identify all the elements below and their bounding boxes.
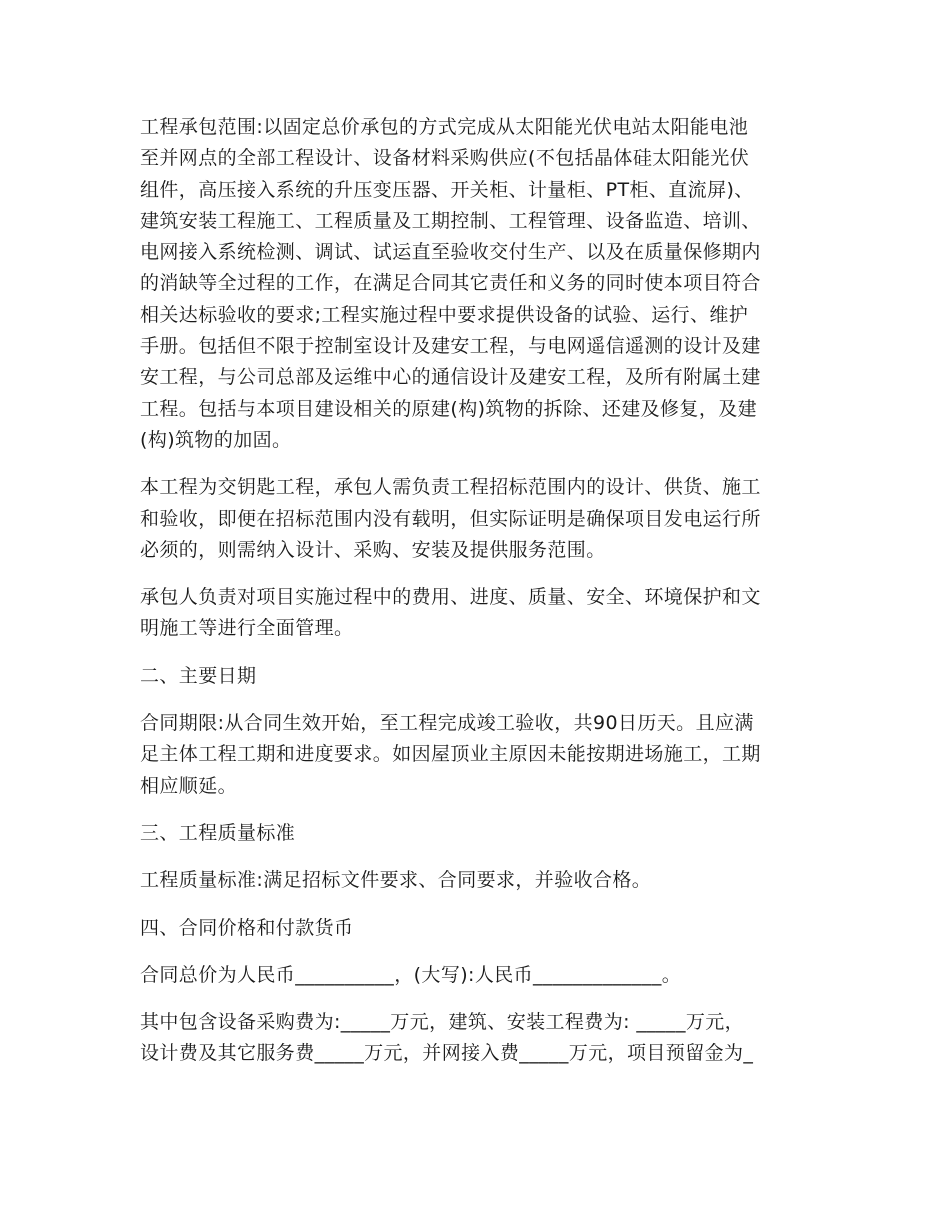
text-line: 电网接入系统检测、调试、试运直至验收交付生产、以及在质量保修期内 (140, 241, 761, 264)
paragraph-period (140, 708, 812, 802)
paragraph-turnkey (140, 472, 812, 566)
text-line: 足主体工程工期和进度要求。如因屋顶业主原因未能按期进场施工，工期 (140, 743, 761, 766)
text-line: 组件，高压接入系统的升压变压器、开关柜、计量柜、PT柜、直流屏)、 (140, 178, 754, 201)
heading-text: 二、主要日期 (140, 664, 257, 687)
text-line: 本工程为交钥匙工程，承包人需负责工程招标范围内的设计、供货、施工 (140, 476, 761, 499)
document-page (140, 112, 812, 1086)
section-heading-dates (140, 661, 812, 692)
text-line: 承包人负责对项目实施过程中的费用、进度、质量、安全、环境保护和文 (140, 586, 761, 609)
text-line: 工程承包范围:以固定总价承包的方式完成从太阳能光伏电站太阳能电池 (140, 116, 749, 138)
text-line: 工程质量标准:满足招标文件要求、合同要求，并验收合格。 (140, 869, 652, 892)
heading-text: 四、合同价格和付款货币 (140, 916, 354, 939)
paragraph-breakdown (140, 1007, 812, 1070)
text-line: 工程。包括与本项目建设相关的原建(构)筑物的拆除、还建及修复，及建 (140, 397, 758, 420)
text-line: 安工程，与公司总部及运维中心的通信设计及建安工程，及所有附属土建 (140, 366, 761, 389)
text-line: 和验收，即便在招标范围内没有载明，但实际证明是确保项目发电运行所 (140, 507, 761, 530)
paragraph-quality (140, 865, 812, 896)
paragraph-scope (140, 112, 812, 456)
text-line: 明施工等进行全面管理。 (140, 617, 354, 640)
text-line: (构)筑物的加固。 (140, 428, 292, 451)
section-heading-price (140, 913, 812, 944)
text-line: 相关达标验收的要求;工程实施过程中要求提供设备的试验、运行、维护 (140, 303, 749, 326)
text-line: 必须的，则需纳入设计、采购、安装及提供服务范围。 (140, 538, 606, 561)
section-heading-quality (140, 818, 812, 849)
text-line: 相应顺延。 (140, 774, 238, 797)
paragraph-management (140, 582, 812, 645)
paragraph-price (140, 960, 812, 991)
text-line: 其中包含设备采购费为:_____万元，建筑、安装工程费为: _____万元， (140, 1011, 745, 1034)
text-line: 设计费及其它服务费_____万元，并网接入费_____万元，项目预留金为_ (140, 1042, 754, 1065)
text-line: 合同总价为人民币__________，(大写):人民币_____________。 (140, 963, 682, 986)
text-line: 手册。包括但不限于控制室设计及建安工程，与电网遥信遥测的设计及建 (140, 335, 761, 358)
text-line: 的消缺等全过程的工作，在满足合同其它责任和义务的同时使本项目符合 (140, 272, 761, 295)
text-line: 至并网点的全部工程设计、设备材料采购供应(不包括晶体硅太阳能光伏 (140, 147, 750, 170)
text-line: 建筑安装工程施工、工程质量及工期控制、工程管理、设备监造、培训、 (140, 209, 761, 232)
text-line: 合同期限:从合同生效开始，至工程完成竣工验收，共90日历天。且应满 (140, 712, 754, 735)
heading-text: 三、工程质量标准 (140, 821, 296, 844)
